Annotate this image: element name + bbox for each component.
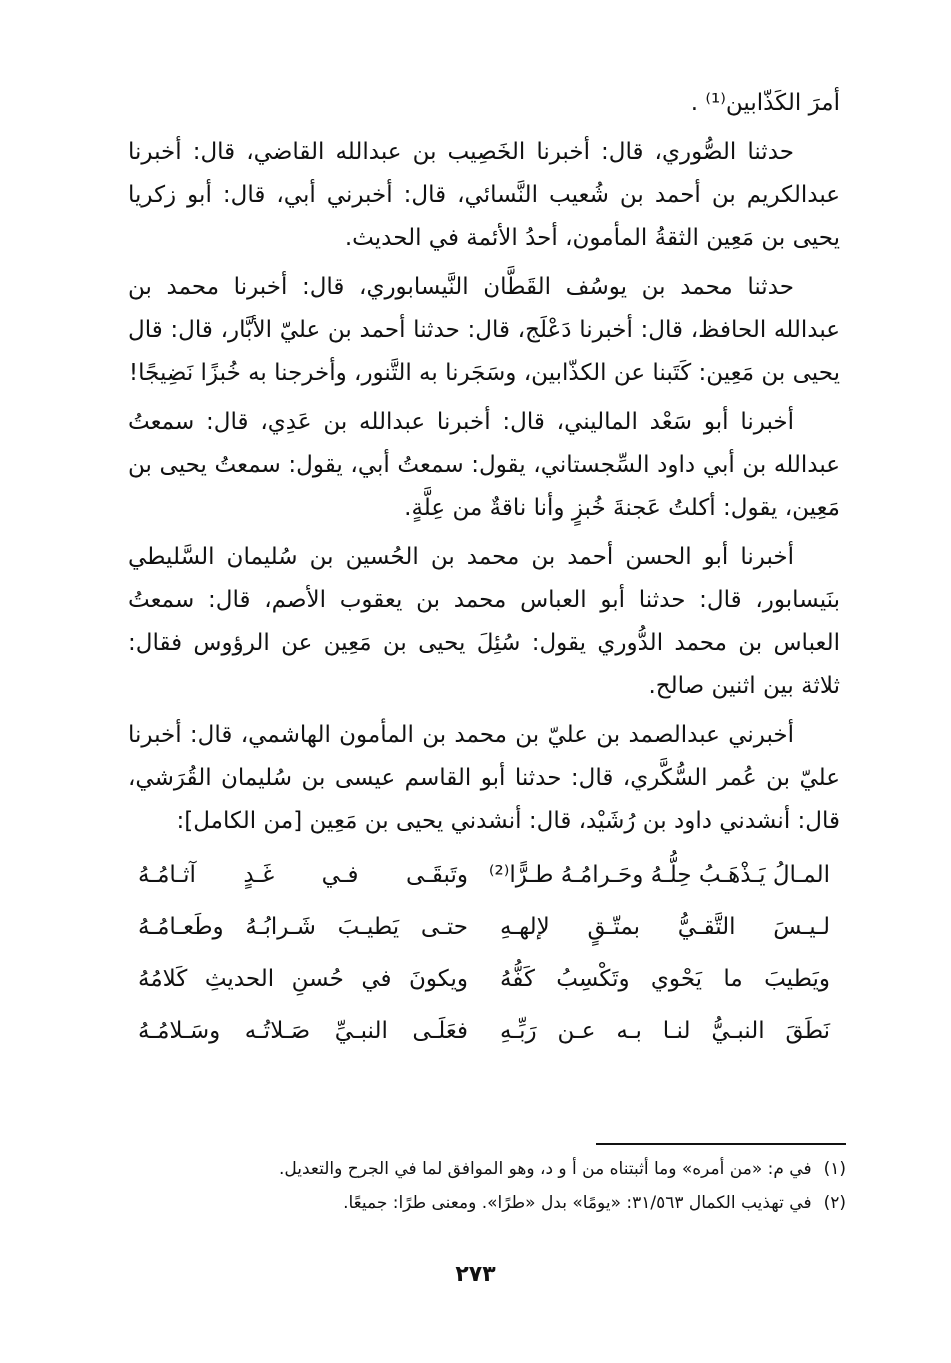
page-number: ٢٧٣ [455, 1262, 496, 1287]
verse-second-hemistich: حتـى يَطيـبَ شَـرابُـهُ وطَعـامُـهُ [138, 914, 468, 940]
footnotes [160, 1152, 846, 1220]
paragraph-2: حدثنا الصُّوري، قال: أخبرنا الخَصِيب بن عبدالله القاضي، قال: أخبرنا عبدالكريم بن أحمد بن شُعيب النَّسائي، قال: أخبرني أبي، قال: أبو زكريا يحيى بن مَعِين الثقةُ المأمون، أحدُ الأئمة في الحديث. [128, 139, 840, 251]
footnote-separator [596, 1143, 846, 1145]
footnote-text: في م: «من أمره» وما أثبتناه من أ و د، وهو الموافق لما في الجرح والتعديل. [278, 1159, 812, 1179]
paragraph-6: أخبرني عبدالصمد بن عليّ بن محمد بن المأمون الهاشمي، قال: أخبرنا عليّ بن عُمر السُّكَّري، قال: حدثنا أبو القاسم عيسى بن سُليمان القُرَشي، قال: أنشدني داود بن رُشَيْد، قال: أنشدني يحيى بن مَعِين [من الكامل]: [128, 722, 840, 834]
verse-first-hemistich: ويَطيبَ ما يَحْوي وتَكْسِبُ كَفُّهُ [500, 966, 830, 992]
paragraph-3: حدثنا محمد بن يوسُف القَطَّان النَّيسابوري، قال: أخبرنا محمد بن عبدالله الحافظ، قال: أخبرنا دَعْلَج، قال: حدثنا أحمد بن عليّ الأبَّار، قال: قال يحيى بن مَعِين: كَتَبنا عن الكذّابين، وسَجَرنا به التَّنور، وأخرجنا به خُبزًا نَضِيجًا! [128, 274, 840, 386]
verse-second-hemistich: فعَلَـى النبـيِّ صَـلاتُـه وسَـلامُـهُ [138, 1018, 468, 1044]
verse-line [128, 953, 840, 1005]
verse-second-hemistich: وتَبقَـى فـي غَـدٍ آثـامُـهُ [138, 862, 468, 888]
verse-first-hemistich: لـيـسَ التَّقـيُّ بمتّـقٍ لإلهـهِ [500, 914, 830, 940]
poem [128, 849, 840, 1057]
verse-first-hemistich: المـالُ يَـذْهَـبُ حِلُّـهُ وحَـرامُـهُ طـرًّا⁽²⁾ [488, 862, 830, 888]
footnote-number: (١) [823, 1159, 846, 1179]
paragraph-1: أمرَ الكَذّابين⁽¹⁾ . [690, 90, 840, 116]
footnote-number: (٢) [823, 1193, 846, 1213]
verse-line [128, 849, 840, 901]
main-text [128, 82, 840, 1057]
footnote-1 [160, 1152, 846, 1186]
verse-line [128, 901, 840, 953]
footnote-text: في تهذيب الكمال ٣١/٥٦٣: «يومًا» بدل «طرًا». ومعنى طرًا: جميعًا. [343, 1193, 812, 1213]
verse-second-hemistich: ويكونَ في حُسنِ الحديثِ كَلامُهُ [138, 966, 468, 992]
verse-first-hemistich: نَطَقَ النبـيُّ لنـا بـه عـن رَبِّـهِ [500, 1018, 830, 1044]
verse-line [128, 1005, 840, 1057]
footnote-2 [160, 1186, 846, 1220]
paragraph-4: أخبرنا أبو سَعْد الماليني، قال: أخبرنا عبدالله بن عَدِي، قال: سمعتُ عبدالله بن أبي داود السِّجستاني، يقول: سمعتُ أبي، يقول: سمعتُ يحيى بن مَعِين، يقول: أكلتُ عَجنةَ خُبزٍ وأنا ناقةٌ من عِلَّةٍ. [128, 409, 840, 521]
paragraph-5: أخبرنا أبو الحسن أحمد بن محمد بن الحُسين بن سُليمان السَّليطي بنَيسابور، قال: حدثنا أبو العباس محمد بن يعقوب الأصم، قال: سمعتُ العباس بن محمد الدُّوري يقول: سُئِلَ يحيى بن مَعِين عن الرؤوس فقال: ثلاثة بين اثنين صالح. [128, 544, 840, 699]
